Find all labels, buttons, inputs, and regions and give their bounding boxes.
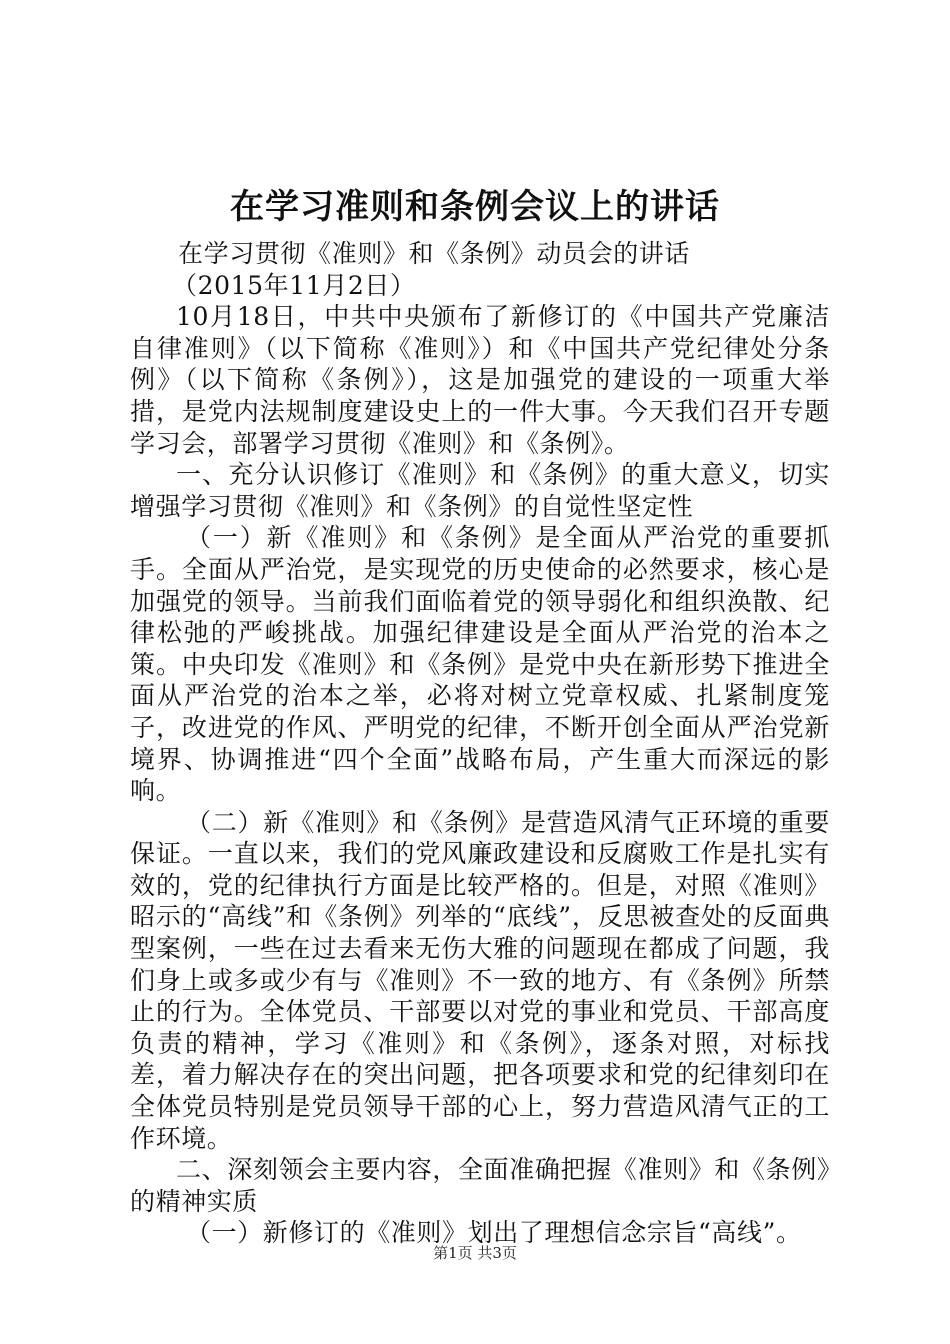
paragraph-section-1-1: （一）新《准则》和《条例》是全面从严治党的重要抓手。全面从严治党，是实现党的历史使命的必然要求，核心是加强党的领导。当前我们面临着党的领导弱化和组织涣散、纪律松弛的严峻挑战。加强纪律建设是全面从严治党的治本之策。中央印发《准则》和《条例》是党中央在新形势下推进全面从严治党的治本之举，必将对树立党章权威、扎紧制度笼子，改进党的作风、严明党的纪律，不断开创全面从严治党新境界、协调推进“四个全面”战略布局，产生重大而深远的影响。 — [130, 523, 830, 806]
paragraph-section-2-1: （一）新修订的《准则》划出了理想信念宗旨“高线”。 — [186, 1218, 802, 1248]
section-heading-2: 二、深刻领会主要内容，全面准确把握《准则》和《条例》的精神实质 — [130, 1155, 830, 1216]
document-body — [130, 238, 830, 1249]
section-heading-1: 一、充分认识修订《准则》和《条例》的重大意义，切实增强学习贯彻《准则》和《条例》的自觉性坚定性 — [130, 460, 830, 521]
paragraph-section-1-2: （二）新《准则》和《条例》是营造风清气正环境的重要保证。一直以来，我们的党风廉政建设和反腐败工作是扎实有效的，党的纪律执行方面是比较严格的。但是，对照《准则》昭示的“高线”和《条例》列举的“底线”，反思被查处的反面典型案例，一些在过去看来无伤大雅的问题现在都成了问题，我们身上或多或少有与《准则》不一致的地方、有《条例》所禁止的行为。全体党员、干部要以对党的事业和党员、干部高度负责的精神，学习《准则》和《条例》，逐条对照，对标找差，着力解决存在的突出问题，把各项要求和党的纪律刻印在全体党员特别是党员领导干部的心上，努力营造风清气正的工作环境。 — [130, 807, 830, 1153]
page-number-footer: 第1页 共3页 — [433, 1244, 517, 1262]
document-subtitle: 在学习贯彻《准则》和《条例》动员会的讲话 — [178, 239, 691, 268]
document-date: （2015年11月2日） — [172, 270, 416, 300]
paragraph-intro: 10月18日，中共中央颁布了新修订的《中国共产党廉洁自律准则》（以下简称《准则》）和《中国共产党纪律处分条例》（以下简称《条例》），这是加强党的建设的一项重大举措，是党内法规制度建设史上的一件大事。今天我们召开专题学习会，部署学习贯彻《准则》和《条例》。 — [130, 302, 830, 458]
document-title: 在学习准则和条例会议上的讲话 — [230, 187, 720, 227]
